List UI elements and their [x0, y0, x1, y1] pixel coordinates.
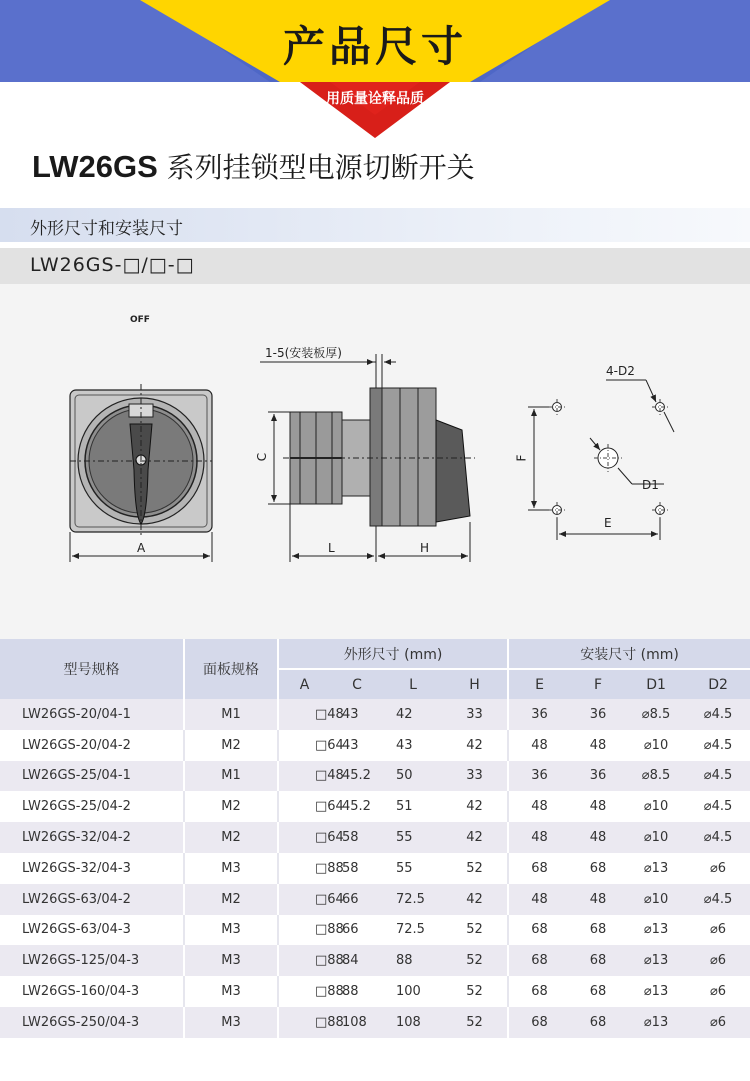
cell-f: 48 [570, 884, 626, 915]
cell-model: LW26GS-63/04-2 [0, 884, 184, 915]
cell-f: 68 [570, 976, 626, 1007]
cell-c: 66 [330, 884, 384, 915]
header-a: A [278, 669, 330, 699]
cell-h: 42 [442, 791, 508, 822]
banner-subtitle: 用质量诠释品质 [326, 91, 424, 107]
cell-f: 68 [570, 1007, 626, 1038]
dim-f-label: F [514, 454, 529, 462]
dim-a-label: A [137, 541, 146, 555]
cell-f: 68 [570, 853, 626, 884]
header-mount: 安装尺寸 (mm) [508, 639, 750, 669]
cell-a: □88 [278, 945, 330, 976]
cell-d2: ⌀6 [686, 853, 750, 884]
cell-d1: ⌀10 [626, 822, 686, 853]
cell-panel: M3 [184, 1007, 278, 1038]
cell-panel: M1 [184, 699, 278, 730]
cell-model: LW26GS-20/04-1 [0, 699, 184, 730]
cell-model: LW26GS-160/04-3 [0, 976, 184, 1007]
table-row [0, 822, 750, 853]
cell-h: 52 [442, 853, 508, 884]
table-row [0, 761, 750, 792]
cell-l: 51 [384, 791, 442, 822]
off-label: OFF [130, 315, 150, 325]
thickness-label: 1-5(安装板厚) [265, 346, 342, 360]
cell-a: □88 [278, 915, 330, 946]
cell-model: LW26GS-63/04-3 [0, 915, 184, 946]
cell-l: 55 [384, 853, 442, 884]
cell-d2: ⌀6 [686, 915, 750, 946]
cell-d1: ⌀13 [626, 915, 686, 946]
cell-model: LW26GS-25/04-2 [0, 791, 184, 822]
product-model: LW26GS [32, 149, 158, 184]
cell-l: 72.5 [384, 915, 442, 946]
header-banner [0, 0, 750, 140]
cell-model: LW26GS-32/04-2 [0, 822, 184, 853]
cell-c: 58 [330, 853, 384, 884]
cell-c: 84 [330, 945, 384, 976]
cell-h: 52 [442, 915, 508, 946]
cell-f: 48 [570, 791, 626, 822]
header-l: L [384, 669, 442, 699]
dim-l-label: L [328, 541, 335, 555]
dim-c-label: C [255, 452, 270, 462]
dim-e-label: E [604, 516, 612, 530]
table-row [0, 915, 750, 946]
cell-f: 48 [570, 822, 626, 853]
cell-model: LW26GS-20/04-2 [0, 730, 184, 761]
model-code: LW26GS-□/□-□ [30, 254, 195, 276]
cell-h: 33 [442, 761, 508, 792]
cell-l: 50 [384, 761, 442, 792]
cell-l: 42 [384, 699, 442, 730]
cell-panel: M1 [184, 761, 278, 792]
header-d1: D1 [626, 669, 686, 699]
cell-d1: ⌀13 [626, 853, 686, 884]
cell-a: □64 [278, 884, 330, 915]
cell-model: LW26GS-250/04-3 [0, 1007, 184, 1038]
cell-h: 42 [442, 822, 508, 853]
product-title [32, 146, 475, 186]
cell-c: 43 [330, 730, 384, 761]
model-code-bar [0, 248, 750, 284]
cell-f: 68 [570, 915, 626, 946]
hole-d2-label: 4-D2 [606, 364, 635, 378]
cell-a: □64 [278, 791, 330, 822]
header-model: 型号规格 [0, 639, 184, 699]
cell-f: 36 [570, 761, 626, 792]
cell-a: □48 [278, 761, 330, 792]
cell-d2: ⌀4.5 [686, 884, 750, 915]
dim-h-label: H [420, 541, 430, 555]
cell-e: 68 [508, 945, 570, 976]
cell-a: □88 [278, 1007, 330, 1038]
cell-e: 36 [508, 699, 570, 730]
cell-d1: ⌀8.5 [626, 699, 686, 730]
cell-e: 68 [508, 976, 570, 1007]
cell-c: 45.2 [330, 761, 384, 792]
table-row [0, 699, 750, 730]
cell-d2: ⌀4.5 [686, 730, 750, 761]
cell-e: 68 [508, 853, 570, 884]
header-e: E [508, 669, 570, 699]
cell-h: 42 [442, 884, 508, 915]
cell-c: 66 [330, 915, 384, 946]
cell-h: 52 [442, 945, 508, 976]
section-title: 外形尺寸和安装尺寸 [30, 219, 183, 239]
header-h: H [442, 669, 508, 699]
cell-c: 43 [330, 699, 384, 730]
dimension-drawing [0, 284, 750, 639]
cell-model: LW26GS-25/04-1 [0, 761, 184, 792]
cell-e: 68 [508, 915, 570, 946]
table-row [0, 884, 750, 915]
product-name: 系列挂锁型电源切断开关 [157, 151, 475, 184]
cell-l: 55 [384, 822, 442, 853]
cell-d1: ⌀8.5 [626, 761, 686, 792]
cell-d1: ⌀13 [626, 945, 686, 976]
header-outline: 外形尺寸 (mm) [278, 639, 508, 669]
spec-table [0, 639, 750, 1038]
cell-e: 48 [508, 791, 570, 822]
cell-h: 33 [442, 699, 508, 730]
cell-d2: ⌀4.5 [686, 791, 750, 822]
cell-panel: M3 [184, 945, 278, 976]
cell-panel: M2 [184, 730, 278, 761]
cell-e: 48 [508, 884, 570, 915]
cell-panel: M2 [184, 884, 278, 915]
table-row [0, 1007, 750, 1038]
cell-f: 36 [570, 699, 626, 730]
cell-c: 108 [330, 1007, 384, 1038]
cell-d2: ⌀6 [686, 945, 750, 976]
dim-d1-label: D1 [642, 478, 659, 492]
cell-panel: M2 [184, 822, 278, 853]
cell-c: 58 [330, 822, 384, 853]
cell-c: 45.2 [330, 791, 384, 822]
header-c: C [330, 669, 384, 699]
cell-e: 36 [508, 761, 570, 792]
cell-d1: ⌀13 [626, 1007, 686, 1038]
cell-a: □88 [278, 853, 330, 884]
drawing-lines [0, 284, 750, 639]
cell-d1: ⌀13 [626, 976, 686, 1007]
cell-d1: ⌀10 [626, 884, 686, 915]
header-d2: D2 [686, 669, 750, 699]
cell-e: 48 [508, 822, 570, 853]
cell-d1: ⌀10 [626, 791, 686, 822]
cell-d1: ⌀10 [626, 730, 686, 761]
cell-f: 48 [570, 730, 626, 761]
table-row [0, 791, 750, 822]
cell-panel: M3 [184, 976, 278, 1007]
cell-l: 43 [384, 730, 442, 761]
cell-a: □64 [278, 730, 330, 761]
cell-l: 108 [384, 1007, 442, 1038]
cell-d2: ⌀6 [686, 1007, 750, 1038]
header-panel: 面板规格 [184, 639, 278, 699]
cell-model: LW26GS-32/04-3 [0, 853, 184, 884]
cell-l: 100 [384, 976, 442, 1007]
cell-panel: M3 [184, 915, 278, 946]
section-bar [0, 208, 750, 242]
table-row [0, 945, 750, 976]
banner-title: 产品尺寸 [282, 22, 467, 71]
cell-d2: ⌀4.5 [686, 822, 750, 853]
table-row [0, 976, 750, 1007]
cell-panel: M3 [184, 853, 278, 884]
cell-a: □48 [278, 699, 330, 730]
cell-h: 52 [442, 1007, 508, 1038]
cell-l: 72.5 [384, 884, 442, 915]
table-row [0, 730, 750, 761]
header-f: F [570, 669, 626, 699]
cell-l: 88 [384, 945, 442, 976]
cell-a: □64 [278, 822, 330, 853]
cell-c: 88 [330, 976, 384, 1007]
cell-d2: ⌀4.5 [686, 699, 750, 730]
cell-f: 68 [570, 945, 626, 976]
cell-e: 68 [508, 1007, 570, 1038]
spec-table-body [0, 699, 750, 1038]
cell-h: 52 [442, 976, 508, 1007]
cell-h: 42 [442, 730, 508, 761]
cell-d2: ⌀6 [686, 976, 750, 1007]
cell-a: □88 [278, 976, 330, 1007]
cell-e: 48 [508, 730, 570, 761]
cell-d2: ⌀4.5 [686, 761, 750, 792]
cell-panel: M2 [184, 791, 278, 822]
cell-model: LW26GS-125/04-3 [0, 945, 184, 976]
table-row [0, 853, 750, 884]
